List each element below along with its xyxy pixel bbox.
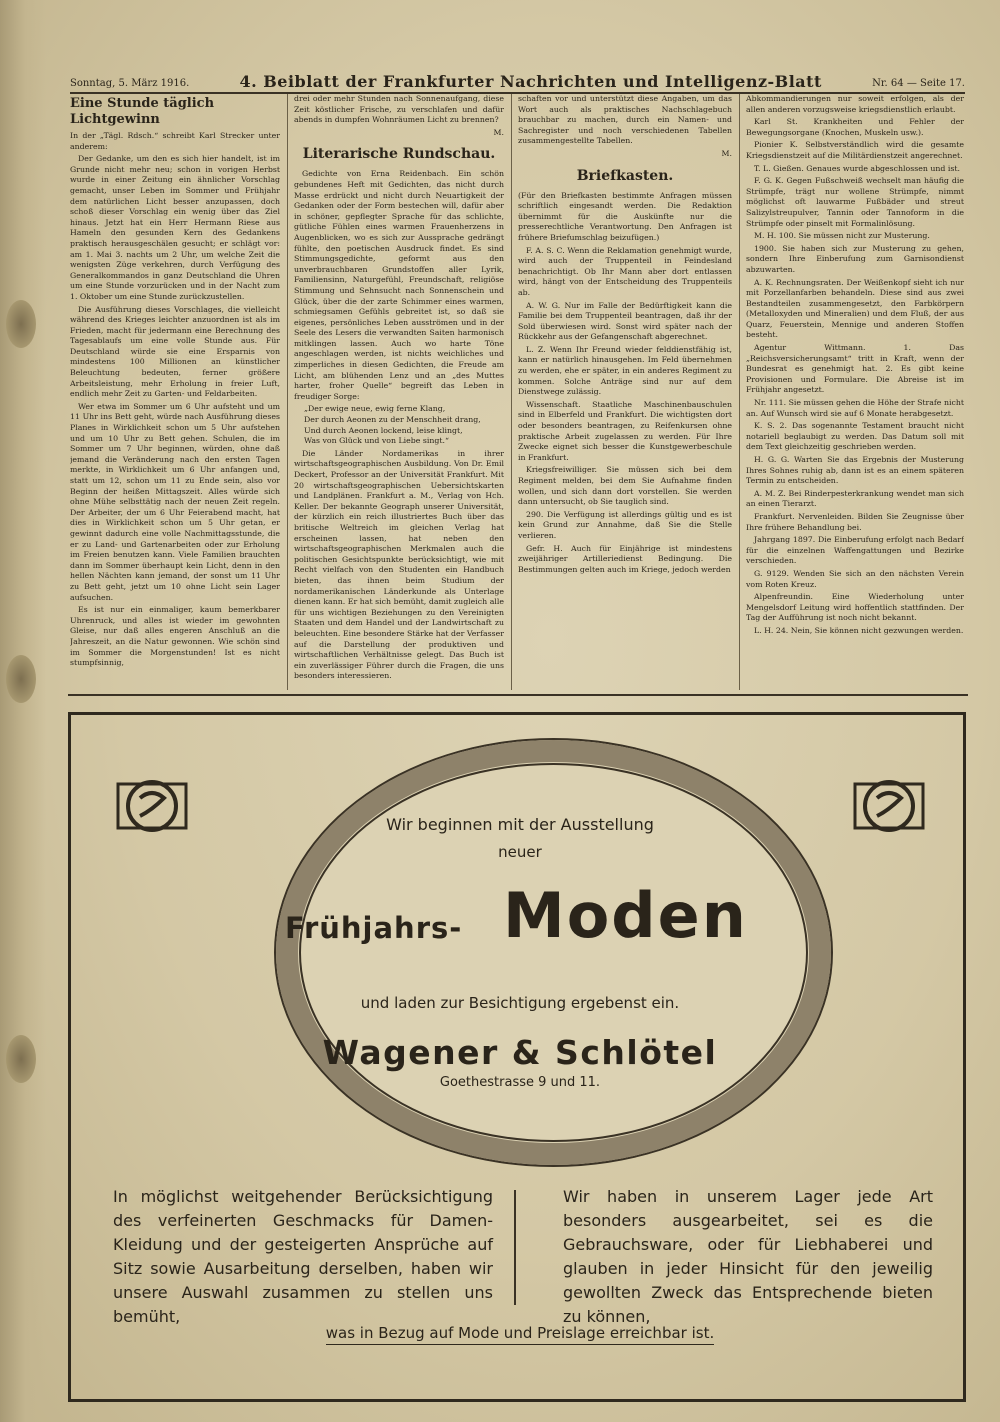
poem-quote: „Der ewige neue, ewig ferne Klang, Der durch Aeonen zu der Menschheit drang, Und durch Aeonen lockend, leise klingt, Was von Glück und von Liebe singt.“ [304, 404, 481, 446]
ad-footer-line [71, 1324, 969, 1342]
letter-answer: K. S. 2. Das sogenannte Testament braucht nicht notariell beglaubigt zu werden. Das Datum soll mit dem Text gleichzeitig geschrieben werden. [746, 421, 964, 452]
signature: M. [721, 148, 732, 158]
binding-hole [6, 655, 36, 703]
column-rule [511, 94, 512, 690]
letter-answer: Karl St. Krankheiten und Fehler der Bewegungsorgane (Knochen, Muskeln usw.). [746, 117, 964, 137]
ad-intro-line: Wir beginnen mit der Ausstellung [386, 815, 654, 834]
ad-column-divider [514, 1190, 516, 1305]
article-paragraph: Wer etwa im Sommer um 6 Uhr aufsteht und um 11 Uhr ins Bett geht, würde nach Ausführung dieses Planes in Wirklichkeit schon um 5 Uhr aufstehen und um 10 Uhr zu Bett gehen. Schulen, die im Sommer um 7 Uhr beginnen, würden, ohne daß jemand die Veränderung nach den ersten Tagen merkte, in Wirklichkeit um 6 Uhr anfangen und, statt um 12, schon um 11 zu Ende sein, also vor Beginn der heißen Mittagszeit. Alles würde sich ohne Mühe selbsttätig nach der neuen Zeit regeln. Der Arbeiter, der um 6 Uhr Feierabend macht, hat dies in Wirklichkeit schon um 5 Uhr getan, er gewinnt dadurch eine volle Nachmittagsstunde, die er zu Land- und Gartenarbeiten oder zur Erholung im Freien benutzen kann. Viele Familien brauchten dann im Sommer überhaupt kein Licht, denn in den hellen Nächten kann jemand, der sonst um 11 Uhr zu Bett geht, jetzt um 10 ohne Licht sein Lager aufsuchen. [70, 401, 280, 602]
letter-answer: Kriegsfreiwilliger. Sie müssen sich bei dem Regiment melden, bei dem Sie Aufnahme finden wollen, und sich dann dort vorstellen. Sie werden dann untersucht, ob Sie tauglich sind. [518, 465, 732, 507]
review-paragraph: Die Länder Nordamerikas in ihrer wirtschaftsgeographischen Ausbildung. Von Dr. Emil Deckert, Professor an der Universität Frankfurt. Mit 20 wirtschaftsgeographischen Uebersichtskarten und Landplänen. Frankfurt a. M., Verlag von Hch. Keller. Der bekannte Geograph unserer Universität, der kürzlich ein reich illustriertes Buch über das britische Weltreich im gleichen Verlag hat erscheinen lassen, hat neben den wirtschaftsgeographischen Merkmalen auch die politischen Gesichtspunkte berücksichtigt, wie mit Recht vielfach von den Studenten ein Handbuch bieten, das ihnen beim Studium der nordamerikanischen Länderkunde als Unterlage dienen kann. Er hat sich bemüht, damit zugleich alle für uns wichtigen Beziehungen zu den Vereinigten Staaten und dem Handel und der Landwirtschaft zu beleuchten. Eine besondere Stärke hat der Verfasser auf die Darstellung der produktiven und wirtschaftlichen Verhältnisse gelegt. Das Buch ist ein zuverlässiger Führer durch die Fragen, die uns besonders interessieren. [294, 448, 504, 681]
ad-firm-name: Wagener & Schlötel [322, 1033, 718, 1072]
article-paragraph: Es ist nur ein einmaliger, kaum bemerkbarer Uhrenruck, und alles ist wieder im gewohnten Gleise, nur daß alles engeren Anschluß an die Jahreszeit, an die Natur gewonnen. Wie schön sind im Sommer die Morgenstunden! Ist es nicht stumpfsinnig, [70, 605, 280, 668]
review-paragraph: Gedichte von Erna Reidenbach. Ein schön gebundenes Heft mit Gedichten, das nicht durch Masse erdrückt und nicht durch Neuartigkeit der Gedanken oder der Form bestechen will, dafür aber in schöner, gepflegter Sprache für das schlichte, gütliche Fühlen eines warmen Frauenherzens in Augenblicken, wo es sich zur Aussprache gedrängt fühlte, den poetischen Ausdruck findet. Es sind Stimmungsgedichte, geformt aus den unverbrauchbaren Grundstoffen aller Lyrik, Familiensinn, Naturgefühl, Freundschaft, religiöse Stimmung und Sehnsucht nach Sonnenschein und Glück, über die der zarte Schimmer eines warmen, schmiegsamen Gefühls gebreitet ist, so daß sie eigenes, persönliches Leben ausströmen und in der Seele des Lesers die verwandten Saiten harmonisch mitklingen lassen. Auch wo harte Töne angeschlagen werden, ist nichts weichliches und zimperliches in diesen Gedichten, die Freude am Licht, am blühenden Lenz und an „des Muttes harter, froher Quelle“ begreift das Leben in freudiger Sorge: [294, 169, 504, 401]
ad-footer-text: was in Bezug auf Mode und Preislage erreichbar ist. [326, 1324, 714, 1345]
article-column-1 [70, 94, 280, 690]
letter-answer: A. W. G. Nur im Falle der Bedürftigkeit kann die Familie bei dem Truppenteil beantragen, daß ihr der Sold überwiesen wird. Sonst wird später nach der Rückkehr aus der Gefangenschaft abgerechnet. [518, 300, 732, 342]
ad-right-text: Wir haben in unserem Lager jede Art besonders ausgearbeitet, sei es die Gebrauchsware, oder für Liebhaberei und glauben in jeder Hinsicht für den jeweilig gewollten Zweck das Entsprechende bieten zu können, [563, 1187, 933, 1326]
article-heading: Eine Stunde täglich Lichtgewinn [70, 96, 215, 127]
letter-answer: Agentur Wittmann. 1. Das „Reichsversicherungsamt“ tritt in Kraft, wenn der Bundesrat es genehmigt hat. 2. Es gibt keine Provisionen und Formulare. Die Abreise ist im Frühjahr angesetzt. [746, 343, 964, 395]
letter-answer: Abkommandierungen nur soweit erfolgen, als der allen anderen vorzugsweise kriegsdienstlich erlaubt. [746, 94, 964, 114]
masthead [70, 70, 965, 94]
article-column-2 [294, 94, 504, 690]
section-divider [68, 694, 968, 696]
letter-answer: G. 9129. Wenden Sie sich an den nächsten Verein vom Roten Kreuz. [746, 568, 964, 589]
letter-answer: H. G. G. Warten Sie das Ergebnis der Musterung Ihres Sohnes ruhig ab, dann ist es an einem späteren Termin zu entscheiden. [746, 455, 964, 486]
article-paragraph: schaften vor und unterstützt diese Angaben, um das Wort auch als praktisches Nachschlagebuch brauchbar zu machen, durch ein Namen- und Sachregister und noch verschiedenen Tabellen zusammengestellte Tabellen. [518, 94, 732, 146]
binding-hole [6, 300, 36, 348]
ad-headline: Moden [503, 879, 748, 952]
letter-answer: 290. Die Verfügung ist allerdings gültig und es ist kein Grund zur Annahme, daß Sie die Stelle verlieren. [518, 509, 732, 540]
letter-answer: M. H. 100. Sie müssen nicht zur Musterung. [754, 231, 930, 241]
letter-answer: 1900. Sie haben sich zur Musterung zu gehen, sondern Ihre Einberufung zum Garnisondienst abzuwarten. [746, 243, 964, 274]
article-paragraph: drei oder mehr Stunden nach Sonnenaufgang, diese Zeit köstlicher Frische, zu verschlafen und dafür abends in dumpfen Wohnräumen Licht zu brennen? [294, 94, 504, 125]
letter-answer: Jahrgang 1897. Die Einberufung erfolgt nach Bedarf für die einzelnen Waffengattungen und Bezirke verschieden. [746, 535, 964, 566]
ad-headline-prefix: Frühjahrs- [285, 911, 463, 945]
section-intro: (Für den Briefkasten bestimmte Anfragen müssen schriftlich eingesandt werden. Die Redaktion übernimmt für die Auskünfte nur die presserechtliche Verantwortung. Den Anfragen ist frühere Briefumschlag beizufügen.) [518, 190, 732, 242]
ad-left-text: In möglichst weitgehender Berücksichtigung des verfeinerten Geschmacks für Damen-Kleidung und der gesteigerten Ansprüche auf Sitz sowie Ausarbeitung derselben, haben wir unsere Auswahl zusammen zu stellen uns bemüht, [113, 1187, 493, 1326]
section-heading: Literarische Rundschau. [302, 146, 496, 163]
letter-answer: Frankfurt. Nervenleiden. Bilden Sie Zeugnisse über Ihre frühere Behandlung bei. [746, 511, 964, 532]
ad-invitation-line: und laden zur Besichtigung ergebenst ein. [360, 994, 680, 1012]
article-column-4 [746, 94, 964, 690]
letter-answer: A. K. Rechnungsraten. Der Weißenkopf sieht ich nur mit Porzellanfarben behandeln. Diese sind aus zwei Bestandteilen zusammengesetzt, den Farbkörpern (Metalloxyden und Mineralien) und dem Fluß, der aus Quarz, Feuerstein, Mennige und anderen Stoffen besteht. [746, 277, 964, 340]
letter-answer: T. L. Gießen. Genaues wurde abgeschlossen und ist. [754, 163, 960, 173]
article-paragraph: In der „Tägl. Rdsch.“ schreibt Karl Strecker unter anderem: [70, 131, 280, 151]
issue-date: Sonntag, 5. März 1916. [70, 78, 190, 89]
advertisement [68, 712, 966, 1402]
ad-intro-word: neuer [498, 843, 542, 861]
letter-answer: Wissenschaft. Staatliche Maschinenbauschulen sind in Elberfeld und Frankfurt. Die wichtigsten dort oder besonders beantragen, zu Reifenkursen ohne praktische Arbeit zugelassen zu werden. Für Ihre Zwecke eignet sich besser die Kunstgewerbeschule in Frankfurt. [518, 399, 732, 462]
letter-answer: Nr. 111. Sie müssen gehen die Höhe der Strafe nicht an. Auf Wunsch wird sie auf 6 Monate herabgesetzt. [746, 398, 964, 418]
supplement-title: 4. Beiblatt der Frankfurter Nachrichten und Intelligenz-Blatt [239, 72, 822, 91]
letter-answer: F. G. K. Gegen Fußschweiß wechselt man häufig die Strümpfe, trägt nur wollene Strümpfe, nimmt möglichst oft lauwarme Fußbäder und streut Salizylstreupulver, Tannin oder Tannoform in die Strümpfe oder pinselt mit Formalinlösung. [746, 176, 964, 228]
page-number: Nr. 64 — Seite 17. [872, 78, 965, 89]
column-rule [739, 94, 740, 690]
letter-answer: A. M. Z. Bei Rinderpesterkrankung wendet man sich an einen Tierarzt. [746, 488, 964, 509]
signature: M. [493, 127, 504, 137]
ad-address: Goethestrasse 9 und 11. [439, 1075, 601, 1090]
article-paragraph: Der Gedanke, um den es sich hier handelt, ist im Grunde nicht mehr neu; schon in vorigen Herbst wurde in einer Zeitung ein ähnlicher Vorschlag gemacht, unser Leben im Sommer und Frühjahr dem natürlichen Licht besser anzupassen, doch schoß dieser Vorschlag ein wenig über das Ziel hinaus. Jetzt hat ein Herr Hermann Riese aus Hameln den gesunden Kern des Gedankens praktisch herausgeschälen gesucht; er schlägt vor: am 1. Mai 3. nachts um 2 Uhr, um welche Zeit die wenigsten Züge verkehren, durch Verfügung des Generalkommandos in ganz Deutschland die Uhren um eine Stunde vorzurücken und in der Nacht zum 1. Oktober um eine Stunde zurückzustellen. [70, 154, 280, 301]
letter-answer: Gefr. H. Auch für Einjährige ist mindestens zweijähriger Artilleriedienst Bedingung. Die Bestimmungen gelten auch im Kriege, jedoch werden [518, 543, 732, 574]
page-binding [0, 0, 46, 1422]
section-heading: Briefkasten. [576, 167, 674, 184]
letter-answer: Pionier K. Selbstverständlich wird die gesamte Kriegsdienstzeit auf die Militärdienstzeit angerechnet. [746, 140, 964, 160]
letter-answer: F. A. S. C. Wenn die Reklamation genehmigt wurde, wird auch der Truppenteil in Feindesland benachrichtigt. Ob Ihr Mann aber dort entlassen wird, hängt von der Entscheidung des Truppenteils ab. [518, 245, 732, 297]
letter-answer: Alpenfreundin. Eine Wiederholung unter Mengelsdorf Leitung wird hoffentlich stattfinden. Der Tag der Aufführung ist noch nicht bekannt. [746, 592, 964, 623]
column-rule [287, 94, 288, 690]
binding-hole [6, 1035, 36, 1083]
letter-answer: L. H. 24. Nein, Sie können nicht gezwungen werden. [754, 625, 964, 635]
article-column-3 [518, 94, 732, 690]
article-paragraph: Die Ausführung dieses Vorschlages, die vielleicht während des Krieges leichter anzuordnen ist als im Frieden, macht für jedermann eine Berechnung des Tagesablaufs um eine volle Stunde aus. Für Deutschland würde sie eine Ersparnis von mindestens 100 Millionen an künstlicher Beleuchtung bedeuten, ferner größere Arbeitsleistung, mehr Erholung in freier Luft, endlich mehr Zeit zu Garten- und Feldarbeiten. [70, 304, 280, 399]
letter-answer: L. Z. Wenn Ihr Freund wieder felddienstfähig ist, kann er natürlich hinausgehen. Im Feld übernehmen zu werden, ehe er später, in ein anderes Regiment zu kommen. Solche Anträge sind nur auf dem Dienstwege zulässig. [518, 344, 732, 397]
